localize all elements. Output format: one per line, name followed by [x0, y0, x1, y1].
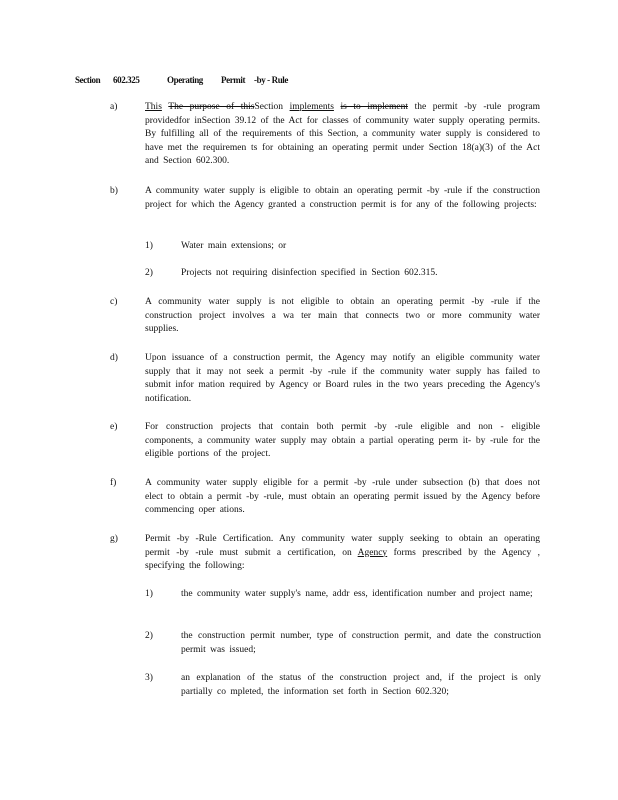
inserted-text: Agency	[357, 547, 388, 558]
heading-section-word: Section	[75, 75, 101, 85]
paragraph-text: the construction permit number, type of construction permit, and date the construction permit was issued;	[181, 631, 541, 655]
deleted-text: The purpose of this	[168, 102, 255, 112]
paragraph-label: 2)	[145, 268, 153, 278]
subsection-text: A community water supply eligible for a permit -by -rule under subsection (b) that does not elect to obtain a permit -by -rule, must obtain an operating permit issued by the Agency before commencing oper ations.	[145, 478, 540, 515]
subsection-label: g)	[110, 534, 118, 544]
subsection-label: e)	[110, 422, 118, 432]
inserted-text: implements	[289, 102, 334, 112]
paragraph-text: an explanation of the status of the construction project and, if the project is only partially co mpleted, the information set forth in Section 602.320;	[181, 673, 541, 697]
paragraph-text: the community water supply's name, addr ess, identification number and project name;	[181, 589, 533, 599]
section-heading	[75, 75, 288, 85]
heading-word-permit: Permit	[221, 75, 246, 85]
subsection-text: A community water supply is eligible to obtain an operating permit -by -rule if the construction project for which the Agency granted a construction permit is for any of the following projects:	[145, 186, 540, 210]
heading-section-number: 602.325	[113, 75, 140, 85]
paragraph-label: 1)	[145, 241, 153, 251]
paragraph-label: 2)	[145, 631, 153, 641]
subsection-label: f)	[110, 478, 117, 488]
plain-text: forms prescribed by the Agency , specifying the following:	[145, 547, 541, 571]
subsection-label: d)	[110, 353, 118, 363]
heading-word-rule: -by - Rule	[254, 75, 288, 85]
paragraph-label: 1)	[145, 589, 153, 599]
subsection-text: Upon issuance of a construction permit, the Agency may notify an eligible community water supply that it may not seek a permit -by -rule if the community water supply has failed to submit infor mation required by Agency or Board rules in the two years preceding the Agency's notification.	[145, 353, 540, 404]
deleted-text: is to implement	[340, 102, 408, 112]
subsection-text: For construction projects that contain both permit -by -rule eligible and non - eligible components, a community water supply may obtain a partial operating perm it- by -rule for the eligible portions of the project.	[145, 422, 540, 459]
inserted-text: This	[145, 102, 162, 112]
paragraph-text: Projects not requiring disinfection specified in Section 602.315.	[181, 268, 438, 278]
plain-text: Section	[254, 102, 283, 112]
plain-text: Permit -by -Rule Certification. Any community water supply seeking to obtain an operating permit -by -rule must submit a certification, on	[145, 534, 540, 558]
subsection-label: c)	[110, 297, 118, 307]
subsection-text	[145, 533, 540, 574]
subsection-text: A community water supply is not eligible to obtain an operating permit -by -rule if the construction project involves a wa ter main that connects two or more community water supplies.	[145, 297, 540, 334]
heading-word-operating: Operating	[167, 75, 203, 85]
plain-text: the permit -by -rule program providedfor inSection 39.12 of the Act for classes of community water supply operating permits. By fulfilling all of the requirements of this Section, a community water supply is considered to have met the requiremen ts for obtaining an operating permit under Section 18(a)(3) of the Act and Section 602.300.	[145, 102, 541, 166]
subsection-label: a)	[110, 102, 118, 112]
subsection-label: b)	[110, 186, 118, 196]
subsection-text	[145, 101, 540, 169]
paragraph-label: 3)	[145, 673, 153, 683]
paragraph-text: Water main extensions; or	[181, 241, 287, 251]
